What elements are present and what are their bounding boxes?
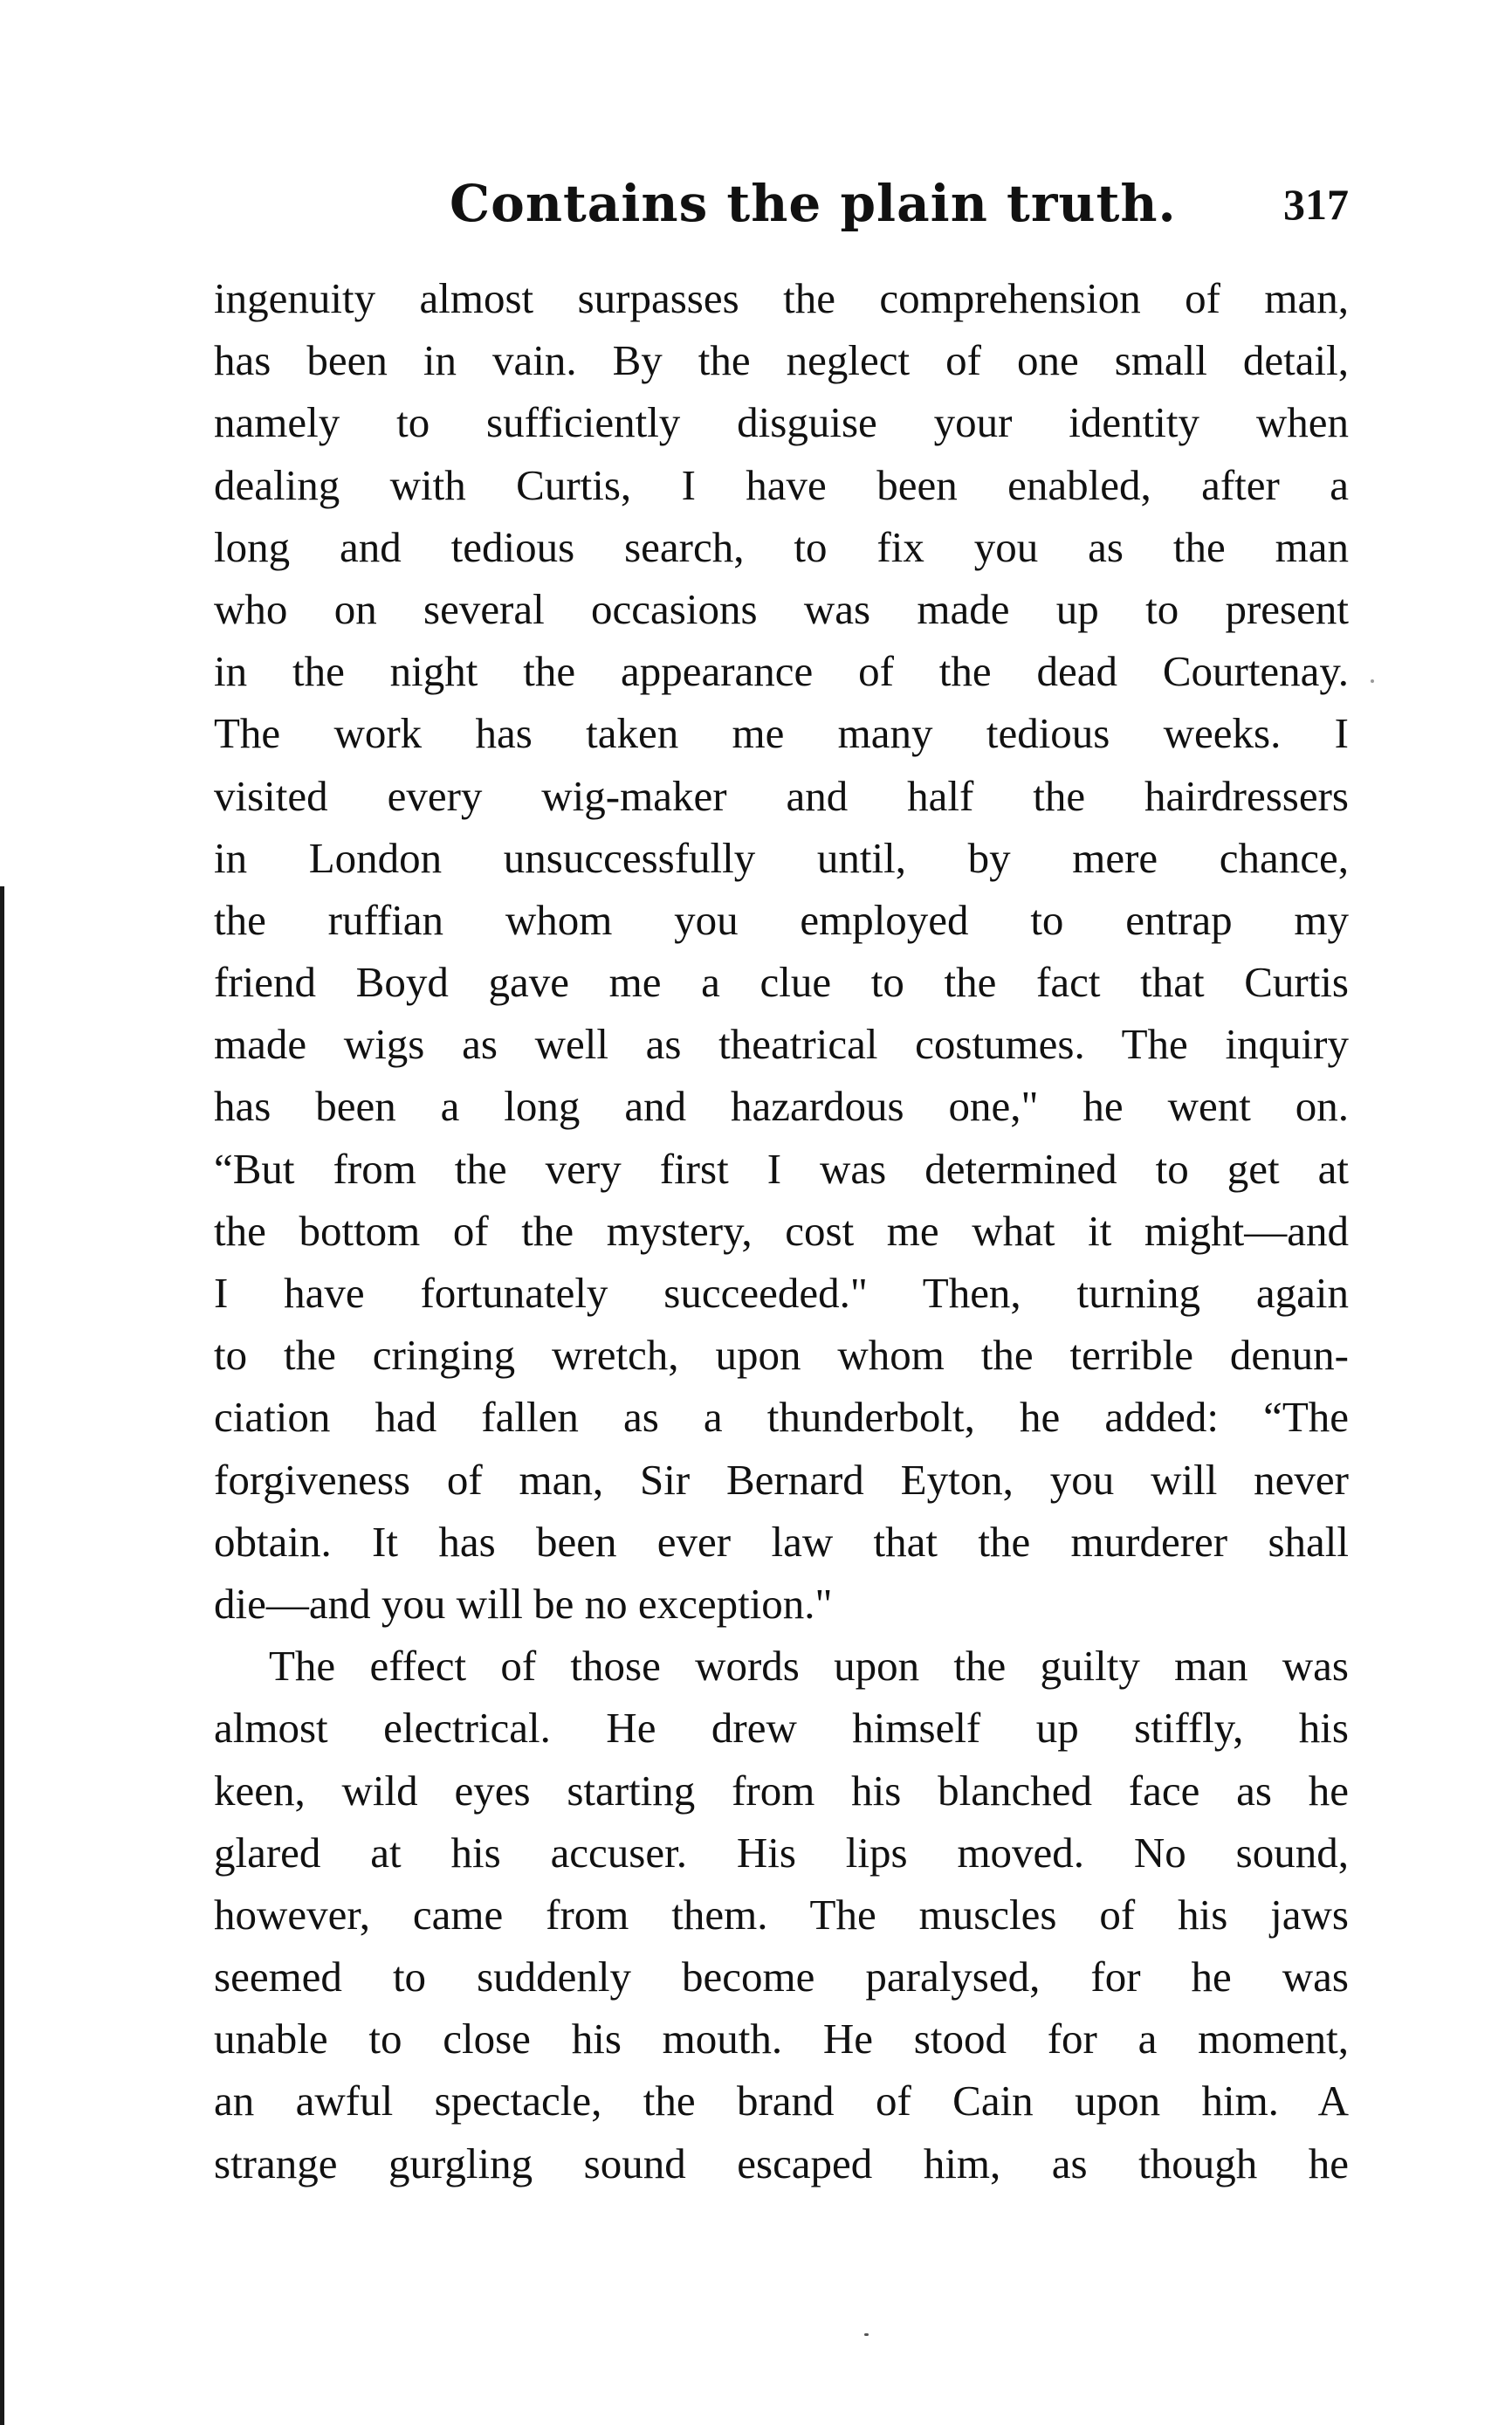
text-line: obtain. It has been ever law that the murderer shall <box>214 1517 1349 1566</box>
paragraph-2 <box>214 1635 1349 2194</box>
text-line: forgiveness of man, Sir Bernard Eyton, you will never <box>214 1455 1349 1504</box>
text-line: The effect of those words upon the guilty man was <box>269 1642 1349 1691</box>
print-speck <box>1371 679 1374 683</box>
page-number: 317 <box>1283 180 1349 229</box>
text-line: friend Boyd gave me a clue to the fact that Curtis <box>214 958 1349 1007</box>
print-speck <box>864 2333 869 2336</box>
text-line: has been in vain. By the neglect of one small detail, <box>214 336 1349 385</box>
text-line: “But from the very first I was determined to get at <box>214 1144 1349 1193</box>
text-line: an awful spectacle, the brand of Cain upon him. A <box>214 2077 1349 2125</box>
text-line: glared at his accuser. His lips moved. No sound, <box>214 1828 1349 1877</box>
text-line: the ruffian whom you employed to entrap my <box>214 895 1349 944</box>
text-line: who on several occasions was made up to present <box>214 584 1349 633</box>
text-line: to the cringing wretch, upon whom the terrible denun- <box>214 1331 1349 1380</box>
text-line: dealing with Curtis, I have been enabled, after a <box>214 460 1349 509</box>
text-line: ciation had fallen as a thunderbolt, he added: “The <box>214 1393 1349 1442</box>
running-head <box>214 173 1349 234</box>
running-title: Contains the plain truth. <box>450 174 1177 233</box>
text-line: unable to close his mouth. He stood for a moment, <box>214 2015 1349 2063</box>
text-line: strange gurgling sound escaped him, as though he <box>214 2139 1349 2187</box>
text-line: the bottom of the mystery, cost me what it might—and <box>214 1206 1349 1255</box>
text-line: I have fortunately succeeded." Then, turning again <box>214 1269 1349 1317</box>
text-line: in the night the appearance of the dead Courtenay. <box>214 647 1349 696</box>
text-line: The work has taken me many tedious weeks. I <box>214 709 1349 758</box>
text-line: seemed to suddenly become paralysed, for he was <box>214 1953 1349 2001</box>
text-line: however, came from them. The muscles of his jaws <box>214 1890 1349 1939</box>
text-line: ingenuity almost surpasses the comprehension of man, <box>214 274 1349 322</box>
text-line: made wigs as well as theatrical costumes. The inquiry <box>214 1020 1349 1069</box>
text-line: namely to sufficiently disguise your identity when <box>214 398 1349 447</box>
text-line: almost electrical. He drew himself up stiffly, his <box>214 1704 1349 1753</box>
text-line: in London unsuccessfully until, by mere chance, <box>214 833 1349 882</box>
text-line: long and tedious search, to fix you as the man <box>214 522 1349 571</box>
paragraph-1 <box>214 267 1349 1635</box>
text-line: has been a long and hazardous one," he went on. <box>214 1082 1349 1131</box>
text-line: die—and you will be no exception." <box>214 1579 833 1628</box>
page-edge-rule <box>0 886 4 2425</box>
body-text <box>214 267 1349 2194</box>
text-line: keen, wild eyes starting from his blanched face as he <box>214 1766 1349 1815</box>
text-line: visited every wig-maker and half the hairdressers <box>214 771 1349 820</box>
